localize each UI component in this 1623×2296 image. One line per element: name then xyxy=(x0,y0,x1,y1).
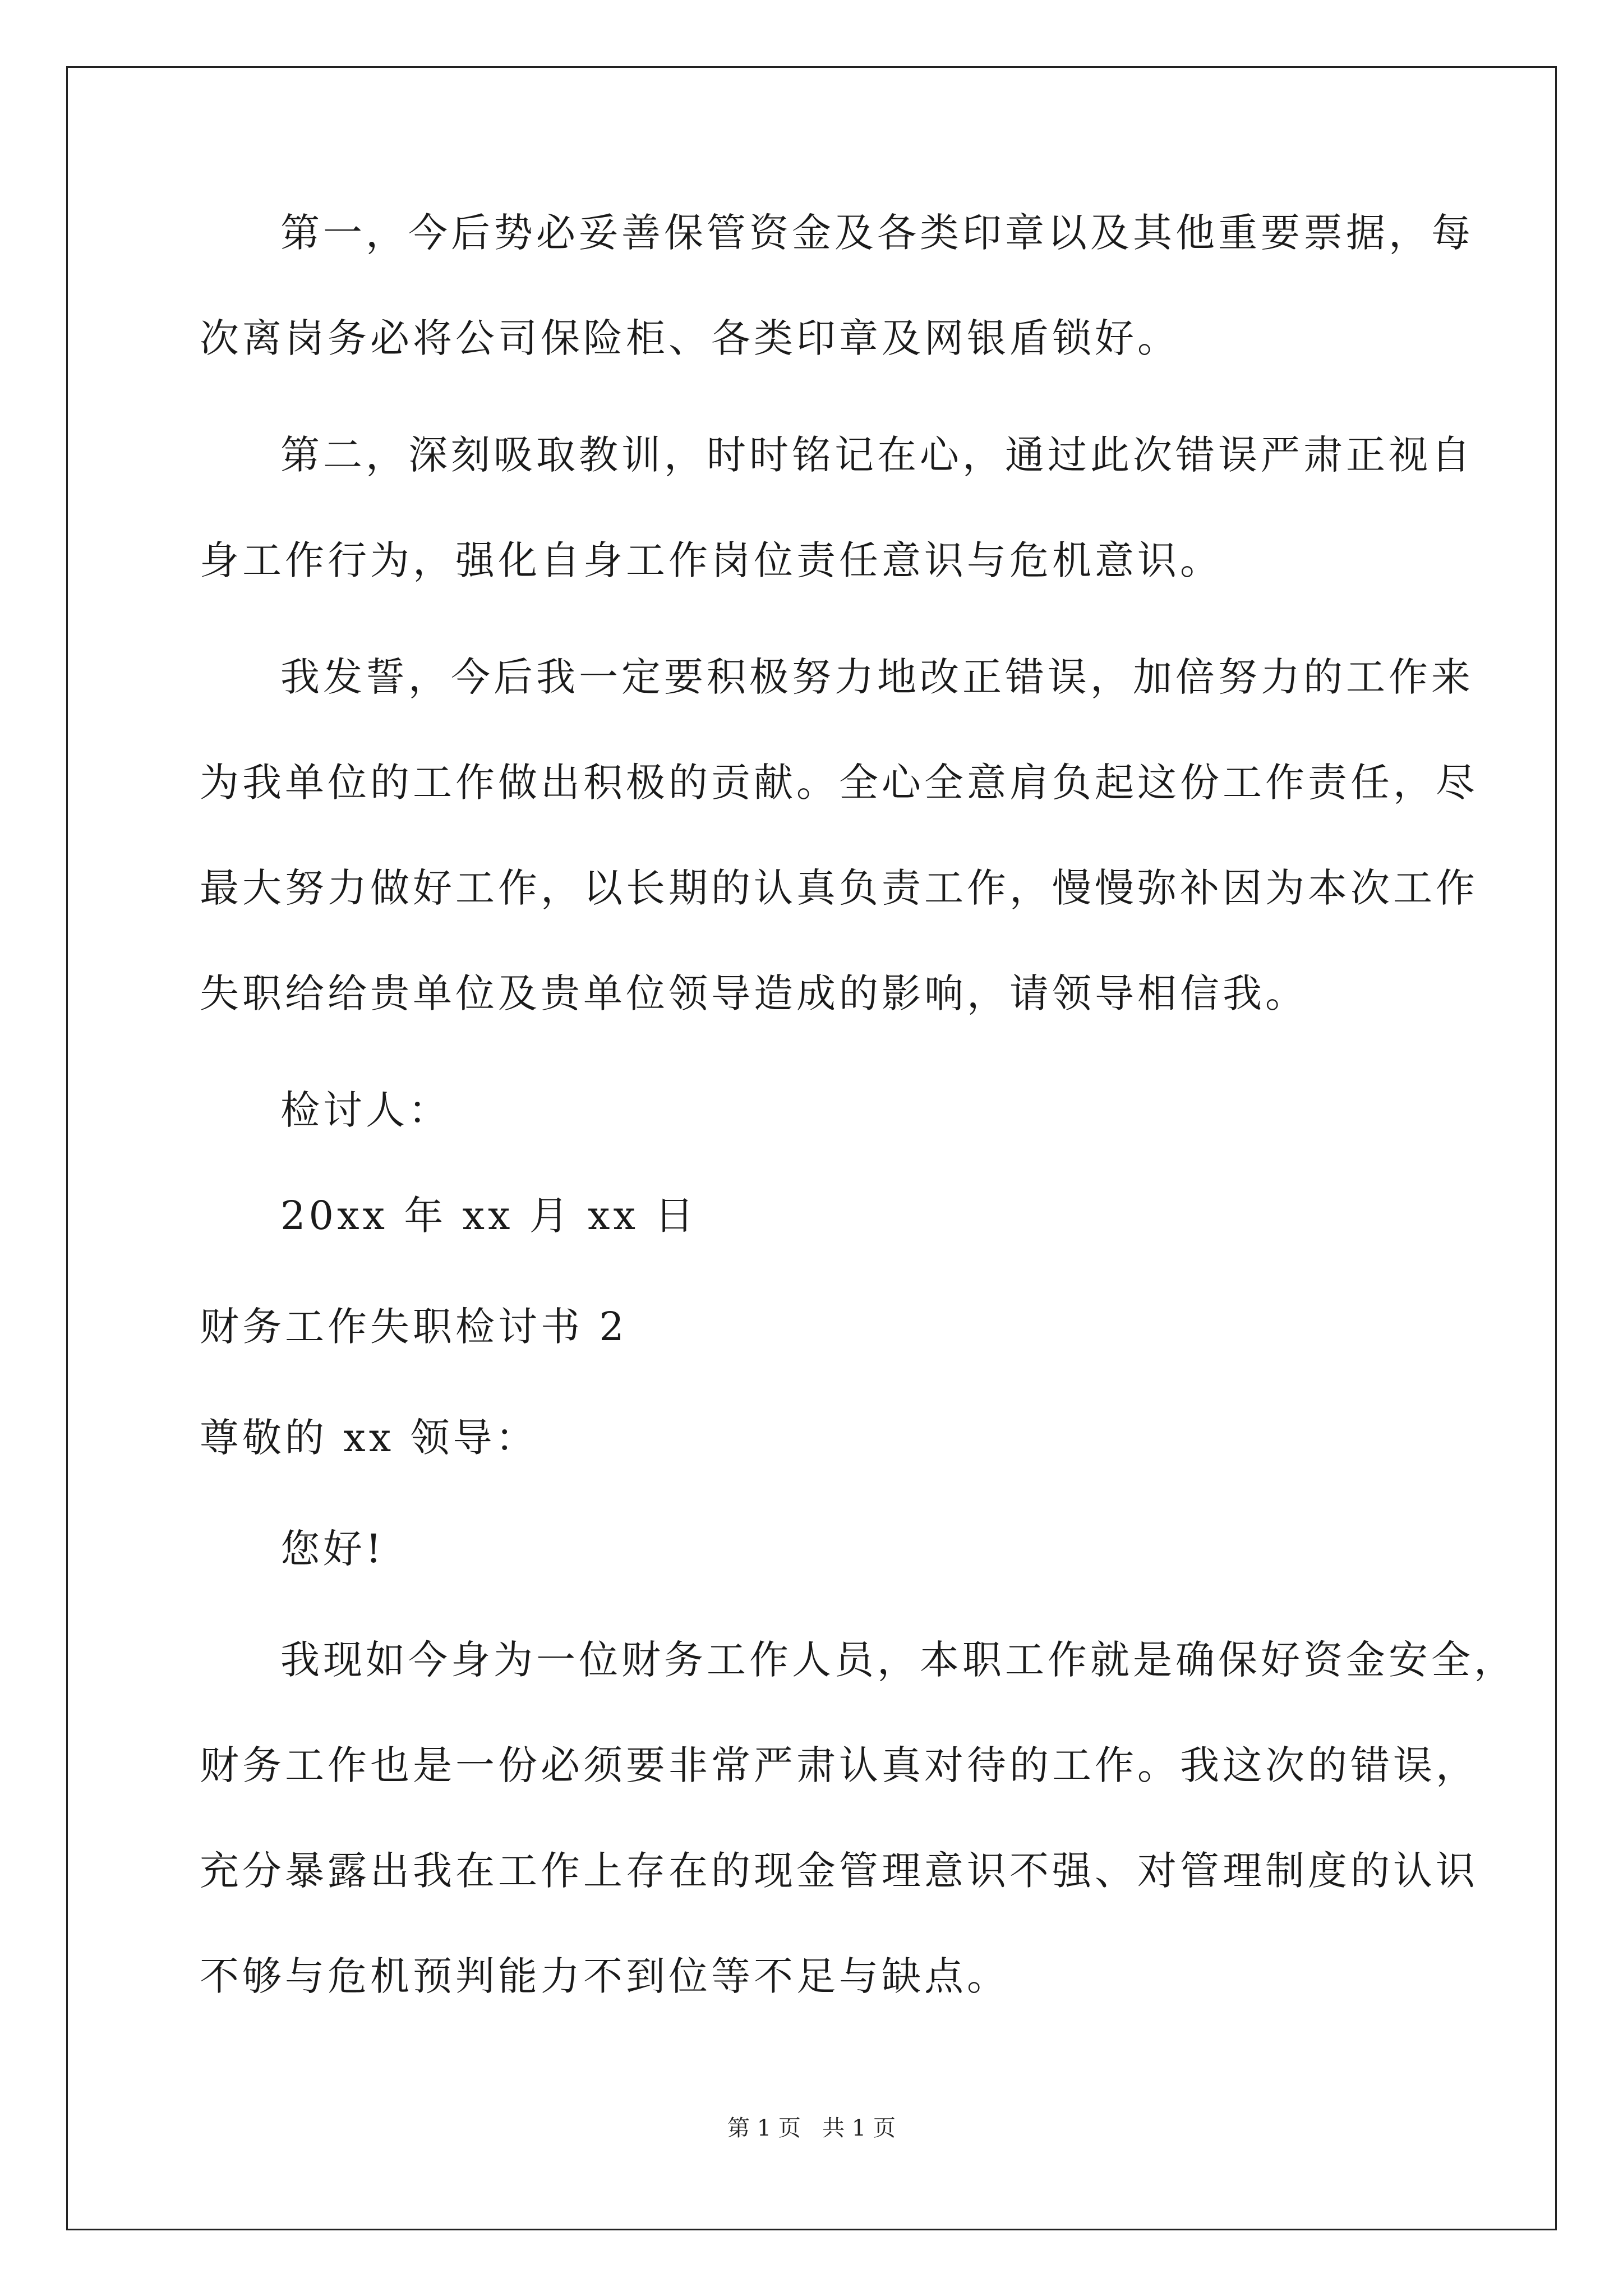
paragraph-line: 不够与危机预判能力不到位等不足与缺点。 xyxy=(200,1953,1009,1999)
paragraph-line: 第二，深刻吸取教训，时时铭记在心，通过此次错误严肃正视自 xyxy=(280,432,1474,478)
salutation: 尊敬的 xx 领导： xyxy=(200,1415,538,1461)
page-number-footer: 第 1 页 共 1 页 xyxy=(727,2115,896,2141)
paragraph-line: 充分暴露出我在工作上存在的现金管理意识不强、对管理制度的认识 xyxy=(200,1848,1478,1894)
paragraph-line: 为我单位的工作做出积极的贡献。全心全意肩负起这份工作责任，尽 xyxy=(200,760,1478,806)
paragraph-line: 身工作行为，强化自身工作岗位责任意识与危机意识。 xyxy=(200,537,1223,583)
paragraph-line: 我发誓，今后我一定要积极努力地改正错误，加倍努力的工作来 xyxy=(280,654,1474,700)
date-line: 20xx 年 xx 月 xx 日 xyxy=(280,1193,698,1239)
paragraph-line: 第一，今后势必妥善保管资金及各类印章以及其他重要票据，每 xyxy=(280,210,1474,256)
paragraph-line: 我现如今身为一位财务工作人员，本职工作就是确保好资金安全， xyxy=(280,1637,1516,1683)
paragraph-line: 财务工作也是一份必须要非常严肃认真对待的工作。我这次的错误， xyxy=(200,1742,1478,1788)
greeting: 您好! xyxy=(280,1526,385,1572)
signature-label: 检讨人： xyxy=(280,1087,451,1133)
page-border xyxy=(66,66,1557,2230)
section-title: 财务工作失职检讨书 2 xyxy=(200,1304,628,1350)
paragraph-line: 次离岗务必将公司保险柜、各类印章及网银盾锁好。 xyxy=(200,315,1180,361)
paragraph-line: 最大努力做好工作，以长期的认真负责工作，慢慢弥补因为本次工作 xyxy=(200,865,1478,911)
paragraph-line: 失职给给贵单位及贵单位领导造成的影响，请领导相信我。 xyxy=(200,970,1308,1016)
